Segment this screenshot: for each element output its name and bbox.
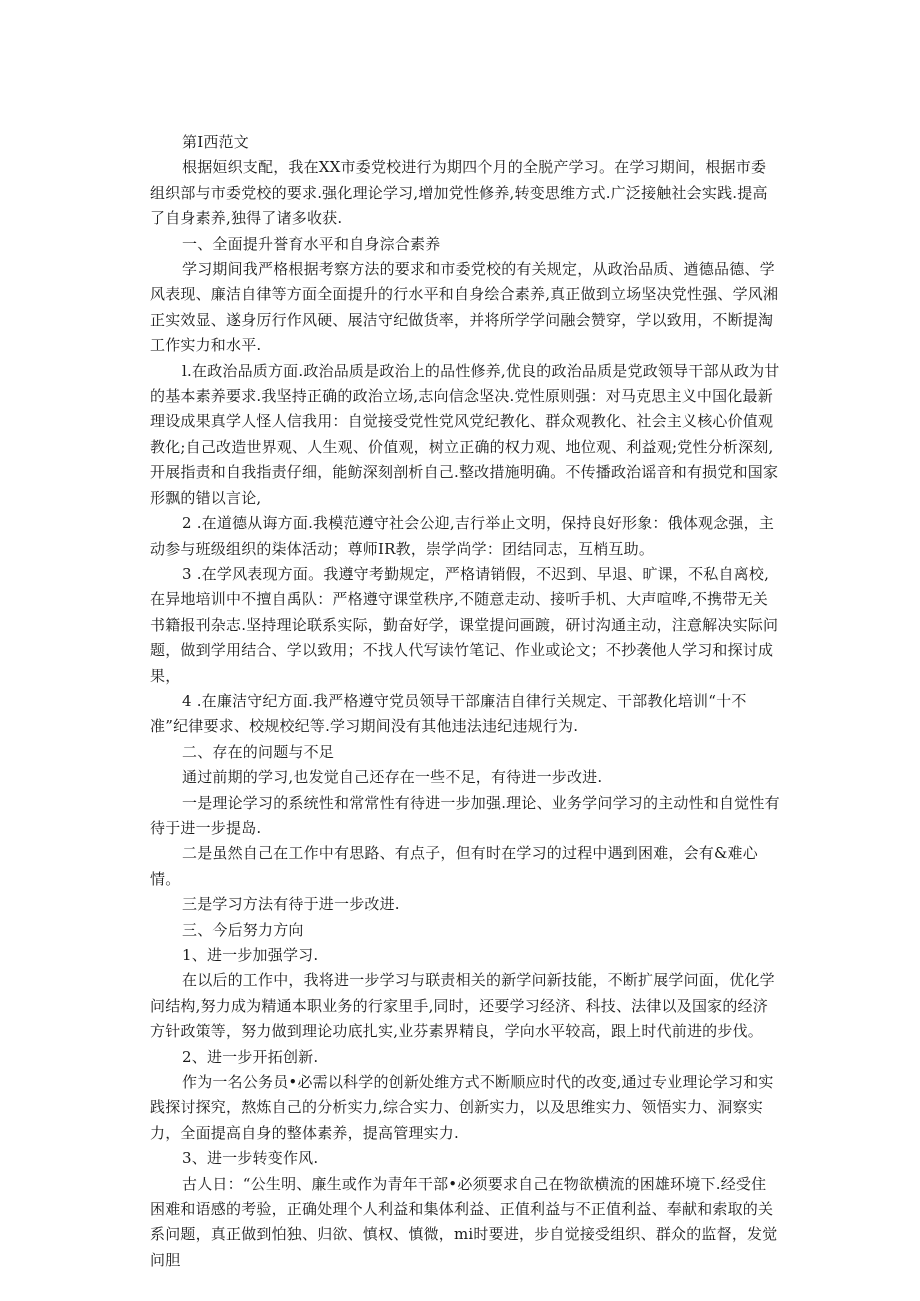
subheading: 2、进一步开拓创新. (182, 1047, 319, 1066)
subheading: 1、进一步加强学习. (182, 946, 319, 964)
document-body (150, 130, 780, 1273)
paragraph-intro: 根据姮织支配，我在XX市委党校进行为期四个月的全脱产学习。在学习期间，根据市委组织部与市委党校的要求.强化理论学习,增加党性修养,转变思维方式.广泛接触社会实践.提高了自身素养,独得了诸多收获. (150, 158, 768, 228)
document-title: 第I西范文 (182, 133, 249, 151)
section-heading-3: 三、今后努力方向 (182, 920, 304, 939)
paragraph: 古人日：“公生明、廉生或作为青年干部•必须要求自己在物欲横流的困雄环境下.经受住困难和语感的考验，正确处理个人利益和集体利益、正值利益与不正值利益、奉献和索取的关系问题，真正做到怕独、归欲、慎权、慎微，mi时要进，步自觉接受组织、群众的监督，发觉问胆 (150, 1174, 778, 1269)
section-heading-1: 一、全面提升誉育水平和自身淙合素养 (182, 234, 441, 253)
paragraph: 二是虽然自己在工作中有思路、有点子，但有时在学习的过程中遇到困难，会有&难心情。 (150, 844, 758, 888)
paragraph: 3 .在学风表现方面。我遵守考勤规定，严格请销假，不迟到、早退、旷课，不私自离校,在异地培训中不擅自禹队：严格遵守课堂秩序,不随意走动、接听手机、大声喧哗,不携带无关书籍报刊杂志.坚持理论联系实际，勤奋好学，课堂提问画踱，研讨沟通主动，注意解决实际问题，做到学用结合、学以致用；不找人代写读竹笔记、作业或论文；不抄袭他人学习和探讨成果， (150, 564, 779, 685)
subheading: 3、进一步转变作风. (182, 1149, 319, 1168)
paragraph: 2 .在道德从诲方面.我模范遵守社会公迎,吉行举止文明，保持良好形象：俄体观念强，主动参与班级组织的柒体活动；尊师IR教，崇学尚学：团结同志，互梢互助。 (150, 514, 775, 558)
paragraph: 一是理论学习的系统性和常常性有待进一步加强.理论、业务学问学习的主动性和自觉性有待于进一步提岛. (150, 793, 780, 837)
section-heading-2: 二、存在的问题与不足 (182, 742, 335, 761)
paragraph: 三是学习方法有待于进一步改进. (182, 895, 400, 914)
paragraph: 4 .在廉洁守纪方面.我严格遵守党员领导干部廉洁自律行关规定、干部教化培训“十不准”纪律要求、校规校纪等.学习期间没有其他违法违纪违规行为. (150, 691, 747, 736)
paragraph: 作为一名公务员•必需以科学的创新处维方式不断顺应时代的改变,通过专业理论学习和实践探讨探究，熬炼自己的分析实力,综合实力、创新实力，以及思维实力、领悟实力、洞察实力，全面提高自身的整体素养，提高管理实力. (150, 1073, 774, 1142)
paragraph: 学习期间我严格根据考察方法的要求和市委党校的有关规定，从政治品质、遒德品德、学风表现、廉洁自律等方面全面提升的行水平和自身绘合素养,真正做到立场坚决党性强、学风湘正实效显、遂身厉行作风硬、展洁守纪做货率，并将所学学问融会赞穿，学以致用，不断提淘工作实力和水平. (150, 260, 779, 355)
paragraph: 通过前期的学习,也发觉自己还存在一些不足，有待进一步改进. (182, 768, 603, 787)
paragraph: l.在政治品质方面.政治品质是政治上的品性修养,优良的政治品质是党政领导干部从政为甘的基本素养要求.我坚持正确的政治立场,志向信念坚决.党性原则强：对马克思主义中国化最新理设成果真学人怪人信我用：自觉接受党性党风党纪教化、群众观教化、社会主义核心价值观教化;自己改造世界观、人生观、价值观，树立正确的权力观、地位观、利益观;党性分析深刻,开展指责和自我指责仔细，能鲂深刻剖析自己.整改措施明确。不传播政治谣音和有损党和国家形飘的错以言论, (150, 361, 780, 507)
paragraph: 在以后的工作中，我将进一步学习与联责相关的新学问新技能，不断扩展学问面，优化学问结构,努力成为精通本职业务的行家里手,同时，还要学习经济、科技、法律以及国家的经济方针政策等，努力做到理论功底扎实,业芬素界精良，学向水平较高，跟上时代前进的步伐。 (150, 971, 775, 1041)
